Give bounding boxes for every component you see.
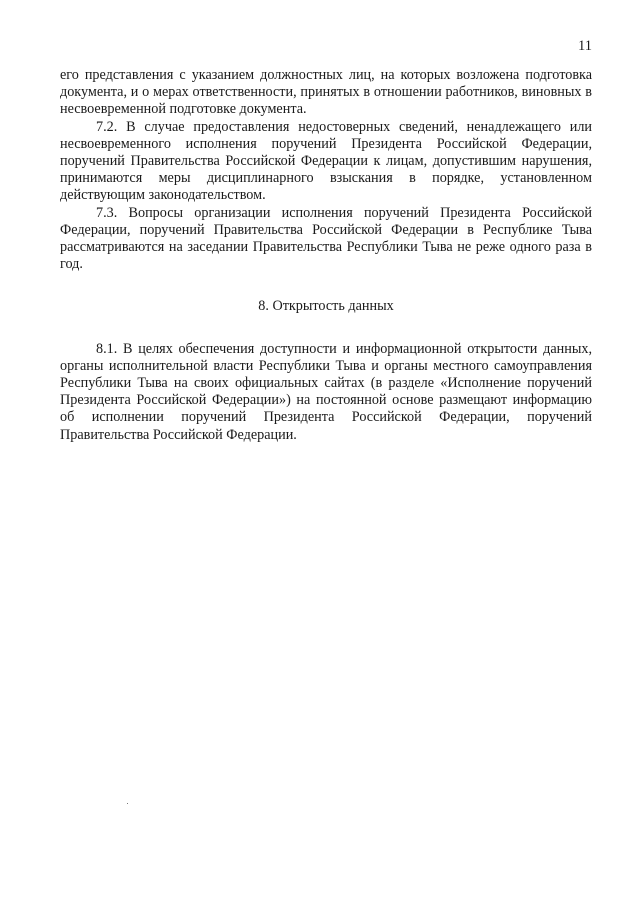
section-heading: 8. Открытость данных [258,298,394,315]
document-body [60,67,592,444]
paragraph-7-3: 7.3. Вопросы организации исполнения поручений Президента Российской Федерации, поручений Правительства Российской Федерации в Республике Тыва рассматриваются на заседании Правительства Республики Тыва не реже одного раза в год. [60,204,592,273]
page-number: 11 [578,38,592,54]
paragraph-8-1: 8.1. В целях обеспечения доступности и информационной открытости данных, органы исполнительной власти Республики Тыва и органы местного самоуправления Республики Тыва на своих официальных сайтах (в разделе «Исполнение поручений Президента Российской Федерации») на постоянной основе размещают информацию об исполнении поручений Президента Российской Федерации, поручений Правительства Российской Федерации. [60,340,592,443]
paragraph-continuation: его представления с указанием должностных лиц, на которых возложена подготовка документа, и о мерах ответственности, принятых в отношении работников, виновных в несвоевременной подготовке документа. [60,67,592,118]
paragraph-7-2: 7.2. В случае предоставления недостоверных сведений, ненадлежащего или несвоевременного исполнения поручений Президента Российской Федерации, поручений Правительства Российской Федерации к лицам, допустившим нарушения, принимаются меры дисциплинарного взыскания в порядке, установленном действующим законодательством. [60,118,592,204]
scan-speck [127,803,128,804]
